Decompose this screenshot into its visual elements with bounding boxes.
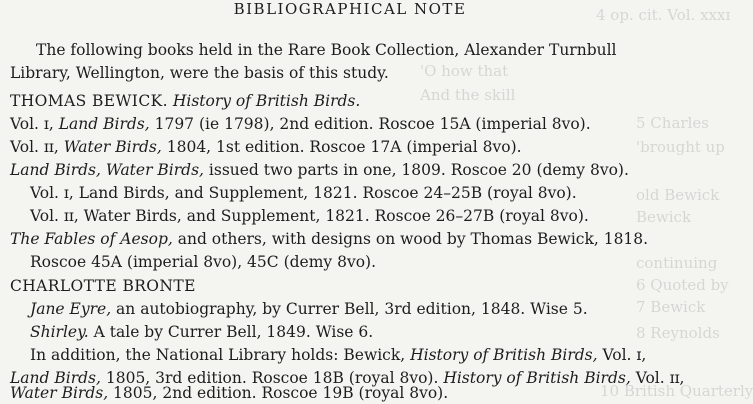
shirley-title: Shirley. (30, 323, 89, 341)
bewick-combined-entry (10, 159, 629, 181)
bewick-title: History of British Birds. (172, 92, 361, 110)
bewick-vol2-supplement: Vol. ɪɪ, Water Birds, and Supplement, 1821. Roscoe 26–27B (royal 8vo). (30, 207, 589, 225)
jane-eyre-details: an autobiography, by Currer Bell, 3rd edition, 1848. Wise 5. (111, 300, 588, 318)
bronte-shirley-entry (30, 321, 373, 343)
addition-vol-1: Vol. ɪ, (597, 346, 647, 364)
intro-line-2: Library, Wellington, were the basis of this study. (10, 64, 389, 82)
vol1-title: Land Birds, (58, 115, 150, 133)
addition-line-1 (30, 344, 646, 366)
addition-water-birds: Water Birds, (10, 384, 109, 402)
intro-line-1: The following books held in the Rare Book Collection, Alexander Turnbull (36, 41, 617, 59)
vol2-prefix: Vol. ɪɪ, (10, 138, 64, 156)
bronte-jane-eyre-entry (30, 298, 588, 320)
shirley-details: A tale by Currer Bell, 1849. Wise 6. (88, 323, 374, 341)
addition-vol-2: Vol. ɪɪ, (630, 369, 685, 387)
addition-details-2: 1805, 2nd edition. Roscoe 19B (royal 8vo). (108, 384, 449, 402)
fables-details: and others, with designs on wood by Thomas Bewick, 1818. (172, 230, 649, 248)
jane-eyre-title: Jane Eyre, (30, 300, 112, 318)
bewick-fables-entry (10, 228, 648, 250)
vol2-title: Water Birds, (63, 138, 162, 156)
bewick-heading (10, 90, 360, 112)
bleed-through: 4 op. cit. Vol. xxxɪ 'O how that And the skill 5 Charles 'brought up old Bewick Bewick continuing 6 Quoted by 7 Bewick 8 Reynolds 10 British Quarterly (420, 6, 753, 400)
addition-prefix: In addition, the National Library holds: Bewick, (30, 346, 411, 364)
bewick-vol2-entry (10, 136, 522, 158)
vol1-prefix: Vol. ɪ, (10, 115, 59, 133)
bewick-vol1-supplement: Vol. ɪ, Land Birds, and Supplement, 1821. Roscoe 24–25B (royal 8vo). (30, 184, 577, 202)
combined-details: issued two parts in one, 1809. Roscoe 20 (demy 8vo). (203, 161, 629, 179)
addition-title-1: History of British Birds, (410, 346, 598, 364)
addition-title-2: History of British Birds, (443, 369, 631, 387)
bronte-heading: CHARLOTTE BRONTE (10, 277, 196, 295)
vol1-details: 1797 (ie 1798), 2nd edition. Roscoe 15A (imperial 8vo). (149, 115, 591, 133)
fables-title: The Fables of Aesop, (10, 230, 173, 248)
bewick-fables-roscoe: Roscoe 45A (imperial 8vo), 45C (demy 8vo). (30, 253, 377, 271)
combined-title: Land Birds, Water Birds, (10, 161, 204, 179)
bewick-author: THOMAS BEWICK. (10, 92, 168, 110)
addition-line-3 (10, 382, 448, 404)
bewick-vol1-entry (10, 113, 591, 135)
page-heading: BIBLIOGRAPHICAL NOTE (233, 0, 467, 18)
addition-land-birds: Land Birds, (10, 369, 101, 387)
addition-details-1: 1805, 3rd edition. Roscoe 18B (royal 8vo). (100, 369, 444, 387)
vol2-details: 1804, 1st edition. Roscoe 17A (imperial 8vo). (161, 138, 522, 156)
